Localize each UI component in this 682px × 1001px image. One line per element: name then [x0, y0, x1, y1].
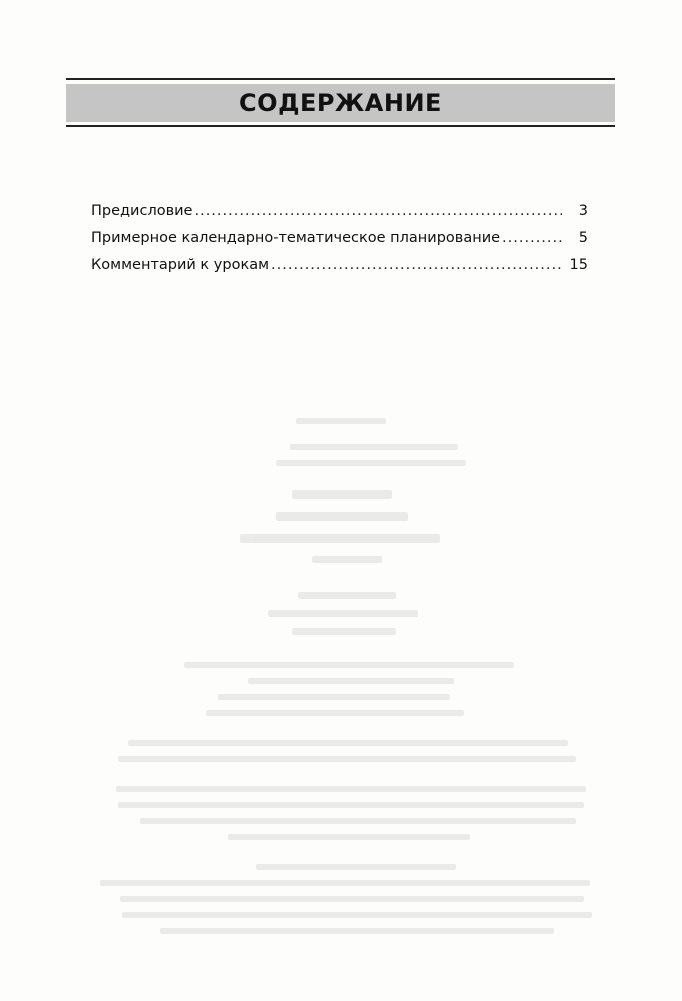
toc-leader-dots [271, 257, 562, 273]
toc-entry-label: Примерное календарно-тематическое планирование [91, 230, 501, 246]
toc-entry-page: 3 [578, 203, 588, 219]
toc-entry-label: Предисловие [91, 203, 193, 219]
toc-entry-page: 15 [569, 257, 588, 273]
toc-leader-dots [502, 230, 562, 246]
toc-entry-page: 5 [578, 230, 588, 246]
toc-entry-preface[interactable] [91, 203, 588, 230]
page-title: СОДЕРЖАНИЕ [239, 89, 442, 117]
toc-entry-lesson-comments[interactable] [91, 257, 588, 284]
toc-entry-planning[interactable] [91, 230, 588, 257]
toc-entry-label: Комментарий к урокам [91, 257, 270, 273]
heading-top-rule [66, 78, 615, 80]
toc-leader-dots [194, 203, 562, 219]
table-of-contents [91, 203, 588, 284]
heading-band [66, 84, 615, 122]
heading-bottom-rule [66, 125, 615, 127]
